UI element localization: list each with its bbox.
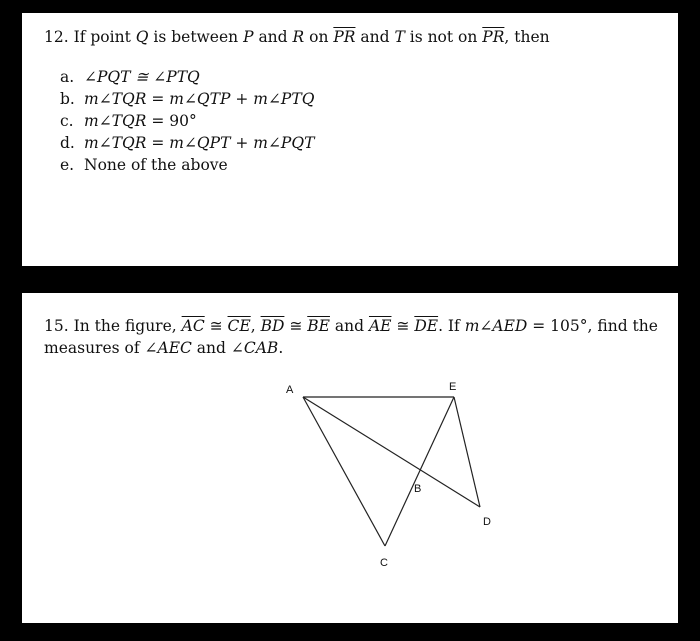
question-15-stem-text-seg-6: ≅ xyxy=(284,317,308,335)
question-12-stem-text-seg-7: $\overline{PR}$ xyxy=(333,28,356,46)
choice-e xyxy=(60,154,314,176)
choice-e-text-seg-0: None of the above xyxy=(84,156,228,174)
question-15-stem-text-seg-3: $\overline{CE}$ xyxy=(227,317,251,335)
choice-letter: c. xyxy=(60,112,74,130)
question-12-stem xyxy=(44,27,550,47)
question-15-stem-text-seg-9: $\overline{AE}$ xyxy=(368,317,392,335)
choice-letter: b. xyxy=(60,90,75,108)
choice-a xyxy=(60,66,314,88)
choice-letter: e. xyxy=(60,156,75,174)
choice-c-text-seg-1: = 90° xyxy=(146,112,197,130)
question-15-stem-text-seg-8: and xyxy=(329,317,369,335)
question-12-stem-text-seg-6: on xyxy=(304,28,334,46)
choice-letter: a. xyxy=(60,68,75,86)
choice-text xyxy=(84,90,314,108)
question-12-stem-text-seg-2: is between xyxy=(148,28,244,46)
question-15-stem-text-seg-13: m∠AED xyxy=(464,317,528,335)
question-12-number: 12. xyxy=(44,28,69,46)
question-12-choices xyxy=(60,66,314,176)
point-label-b: B xyxy=(414,483,422,495)
question-12-stem-text-seg-1: Q xyxy=(135,28,149,46)
point-label-a: A xyxy=(286,384,294,396)
segment-ac xyxy=(303,397,385,546)
question-15-stem-text-seg-7: $\overline{BE}$ xyxy=(307,317,330,335)
choice-c xyxy=(60,110,314,132)
question-15-stem-text-seg-1: $\overline{AC}$ xyxy=(181,317,205,335)
question-12-stem-text-seg-8: and xyxy=(355,28,395,46)
choice-a-text-seg-0: ∠PQT ≅ ∠PTQ xyxy=(84,68,200,86)
question-15-stem-text-seg-15: ∠AEC xyxy=(144,339,192,357)
point-label-d: D xyxy=(483,516,491,528)
question-15-stem-text-seg-4: , xyxy=(250,317,261,335)
question-15-stem-text-seg-5: $\overline{BD}$ xyxy=(260,317,285,335)
choice-b-text-seg-0: m∠TQR = m∠QTP + m∠PTQ xyxy=(84,90,315,108)
question-15-stem-text-seg-12: . If xyxy=(438,317,465,335)
question-15-stem xyxy=(44,315,664,359)
question-15-stem-text-seg-14: = 105°, find the measures of xyxy=(44,317,658,357)
question-15-panel xyxy=(22,293,678,623)
question-15-stem-text-seg-11: $\overline{DE}$ xyxy=(414,317,439,335)
triangle-figure xyxy=(272,375,512,575)
choice-d xyxy=(60,132,314,154)
question-12-stem-text xyxy=(74,28,550,46)
question-15-stem-text xyxy=(44,317,658,357)
choice-c-text-seg-0: m∠TQR xyxy=(84,112,147,130)
segment-ed xyxy=(454,397,480,507)
question-12-stem-text-seg-3: P xyxy=(243,28,254,46)
question-15-stem-text-seg-17: ∠CAB xyxy=(230,339,279,357)
question-15-stem-text-seg-18: . xyxy=(278,339,284,357)
question-12-panel xyxy=(22,13,678,266)
choice-text xyxy=(84,112,197,130)
question-12-stem-text-seg-0: If point xyxy=(73,28,136,46)
point-label-c: C xyxy=(380,557,388,569)
segment-ce xyxy=(385,397,454,546)
point-label-e: E xyxy=(449,381,457,393)
question-15-stem-text-seg-2: ≅ xyxy=(204,317,228,335)
question-12-stem-text-seg-5: R xyxy=(292,28,305,46)
choice-letter: d. xyxy=(60,134,75,152)
question-15-number: 15. xyxy=(44,317,69,335)
question-15-stem-text-seg-16: and xyxy=(191,339,231,357)
question-15-stem-text-seg-10: ≅ xyxy=(391,317,415,335)
choice-b xyxy=(60,88,314,110)
question-12-stem-text-seg-9: T xyxy=(394,28,405,46)
choice-d-text-seg-0: m∠TQR = m∠QPT + m∠PQT xyxy=(84,134,315,152)
choice-text xyxy=(84,156,228,174)
question-15-stem-text-seg-0: In the figure, xyxy=(73,317,182,335)
question-12-stem-text-seg-10: is not on xyxy=(404,28,483,46)
choice-text xyxy=(84,134,314,152)
choice-text xyxy=(84,68,200,86)
question-12-stem-text-seg-4: and xyxy=(253,28,293,46)
question-12-stem-text-seg-12: , then xyxy=(504,28,550,46)
segment-ad xyxy=(303,397,480,507)
question-12-stem-text-seg-11: $\overline{PR}$ xyxy=(482,28,505,46)
